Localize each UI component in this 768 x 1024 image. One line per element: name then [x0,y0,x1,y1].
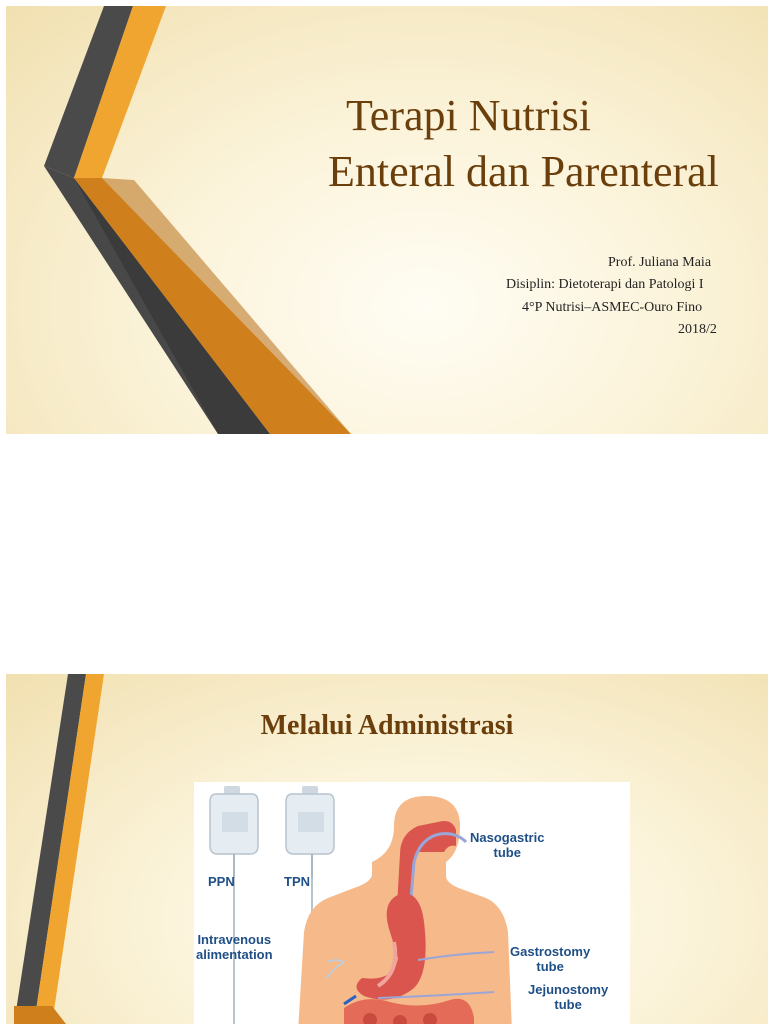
ppn-label: PPN [208,874,235,889]
content-slide [6,674,768,1024]
gastrostomy-label-line-1: Gastrostomy [510,944,591,959]
gastrostomy-tube-label [510,944,590,974]
nasogastric-tube-label [470,830,544,860]
intravenous-alimentation-label [196,932,273,962]
term-text: 2018/2 [678,322,717,337]
slide-title-line-2: Enteral dan Parenteral [328,147,719,196]
nasogastric-label-line-1: Nasogastric [470,830,545,845]
ppn-bag-icon [210,786,258,878]
course-text: 4°P Nutrisi–ASMEC-Ouro Fino [522,300,703,315]
slide-title-line-1: Terapi Nutrisi [346,91,591,140]
author-name: Prof. Juliana Maia [608,255,712,270]
decorative-stripes [6,6,768,434]
slide-heading: Melalui Administrasi [260,710,514,741]
nasogastric-label-line-2: tube [493,845,521,860]
jejunostomy-label-line-1: Jejunostomy [528,982,609,997]
discipline-text: Disiplin: Dietoterapi dan Patologi I [506,277,704,292]
enteral-parenteral-routes-diagram [194,782,630,1024]
tpn-bag-icon [286,786,334,878]
intravenous-label-line-1: Intravenous [197,932,272,947]
intravenous-label-line-2: alimentation [196,947,273,962]
tpn-label: TPN [284,874,310,889]
title-slide [6,6,768,434]
jejunostomy-label-line-2: tube [554,997,582,1012]
jejunostomy-tube-label [528,982,608,1012]
gastrostomy-label-line-2: tube [536,959,564,974]
